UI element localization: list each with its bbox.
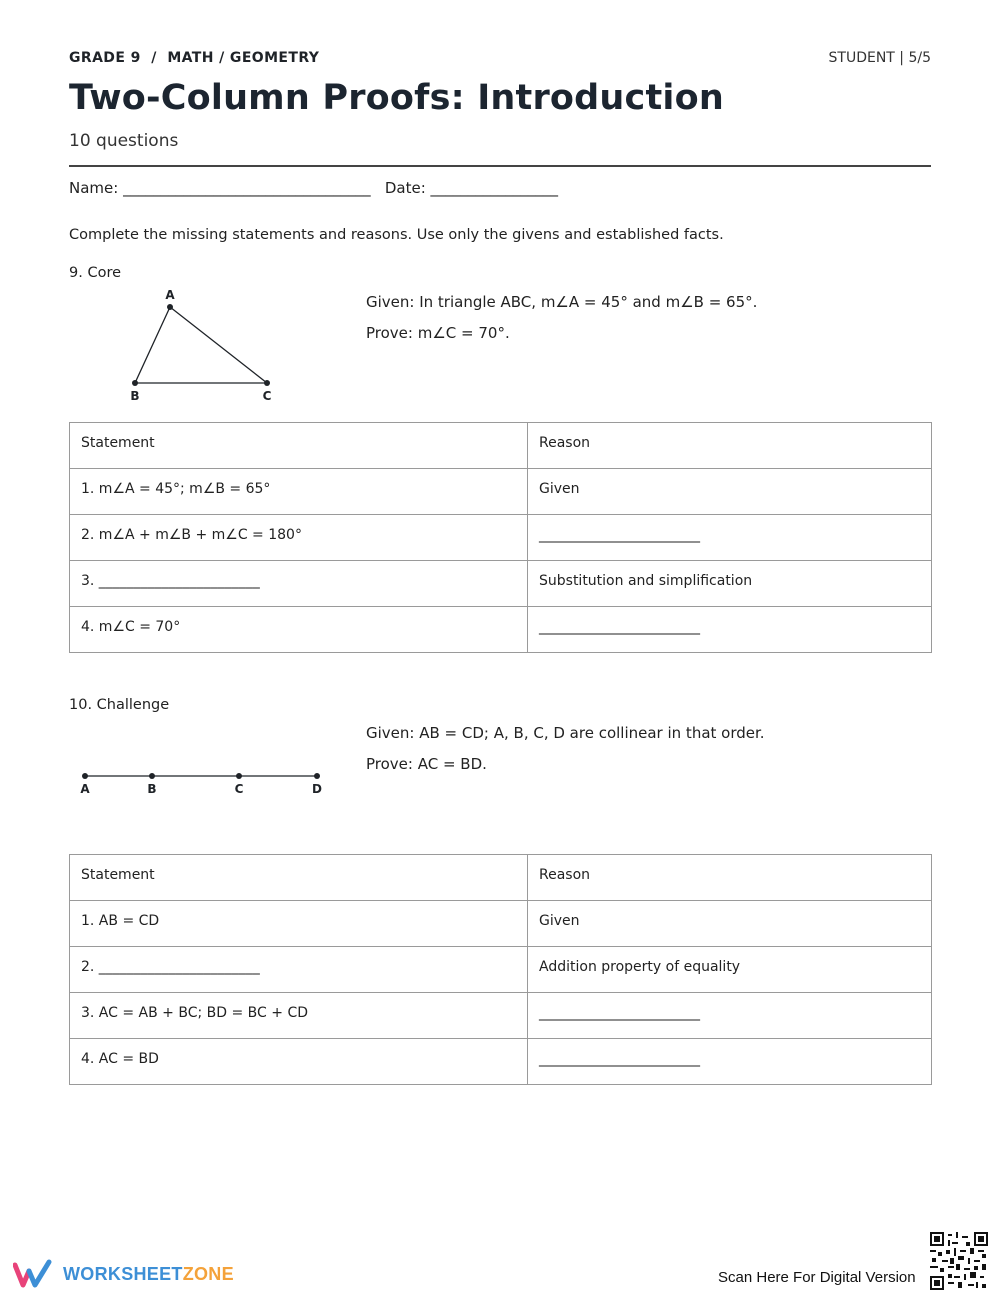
statement-cell: 2. m∠A + m∠B + m∠C = 180° <box>70 515 528 561</box>
statement-cell: 4. m∠C = 70° <box>70 607 528 653</box>
question-10-prove: Prove: AC = BD. <box>366 755 487 773</box>
point-label-a: A <box>80 782 90 796</box>
statement-blank[interactable]: 3. _______________________ <box>70 561 528 607</box>
page-meta: STUDENT | 5/5 <box>828 50 931 66</box>
statement-cell: 1. AB = CD <box>70 901 528 947</box>
reason-cell: Substitution and simplification <box>528 561 932 607</box>
collinear-points-figure <box>70 760 340 800</box>
statement-cell: 3. AC = AB + BC; BD = BC + CD <box>70 993 528 1039</box>
statement-cell: 4. AC = BD <box>70 1039 528 1085</box>
point-label-b: B <box>147 782 157 796</box>
reason-blank[interactable]: _______________________ <box>528 515 932 561</box>
reason-blank[interactable]: _______________________ <box>528 1039 932 1085</box>
statement-blank[interactable]: 2. _______________________ <box>70 947 528 993</box>
table-row <box>70 993 932 1039</box>
table-header-row <box>70 855 932 901</box>
statement-header: Statement <box>70 423 528 469</box>
page-title: Two-Column Proofs: Introduction <box>69 78 724 118</box>
table-row <box>70 561 932 607</box>
point-label-c: C <box>234 782 244 796</box>
instructions: Complete the missing statements and reasons. Use only the givens and established facts. <box>69 227 724 243</box>
reason-cell: Addition property of equality <box>528 947 932 993</box>
qr-code-icon[interactable] <box>930 1232 988 1290</box>
worksheetzone-logo[interactable] <box>13 1259 234 1289</box>
question-count: 10 questions <box>69 131 179 151</box>
logo-w-icon <box>13 1259 53 1289</box>
table-row <box>70 1039 932 1085</box>
table-row <box>70 947 932 993</box>
question-10-label: 10. Challenge <box>69 697 170 713</box>
triangle-figure <box>120 284 290 406</box>
name-date-fields[interactable]: Name: _________________________________ Date: _________________ <box>69 179 559 197</box>
point-label-a: A <box>165 288 175 302</box>
question-10-given: Given: AB = CD; A, B, C, D are collinear in that order. <box>366 724 765 742</box>
point-label-d: D <box>312 782 322 796</box>
logo-text-zone: ZONE <box>182 1263 234 1284</box>
breadcrumb: GRADE 9 / MATH / GEOMETRY <box>69 50 320 66</box>
proof-table-q9 <box>69 422 932 653</box>
point-label-c: C <box>262 389 272 403</box>
point-label-b: B <box>130 389 140 403</box>
reason-header: Reason <box>528 423 932 469</box>
header-divider <box>69 165 931 167</box>
table-header-row <box>70 423 932 469</box>
reason-header: Reason <box>528 855 932 901</box>
statement-header: Statement <box>70 855 528 901</box>
question-9-label: 9. Core <box>69 265 122 281</box>
table-row <box>70 515 932 561</box>
table-row <box>70 469 932 515</box>
statement-cell: 1. m∠A = 45°; m∠B = 65° <box>70 469 528 515</box>
question-9-given: Given: In triangle ABC, m∠A = 45° and m∠B = 65°. <box>366 293 758 311</box>
reason-cell: Given <box>528 901 932 947</box>
proof-table-q10 <box>69 854 932 1085</box>
logo-text-worksheet: WORKSHEET <box>63 1263 183 1284</box>
scan-caption: Scan Here For Digital Version <box>718 1269 916 1286</box>
reason-blank[interactable]: _______________________ <box>528 993 932 1039</box>
table-row <box>70 607 932 653</box>
reason-blank[interactable]: _______________________ <box>528 607 932 653</box>
reason-cell: Given <box>528 469 932 515</box>
table-row <box>70 901 932 947</box>
header-top-row <box>69 50 931 66</box>
question-9-prove: Prove: m∠C = 70°. <box>366 324 510 342</box>
